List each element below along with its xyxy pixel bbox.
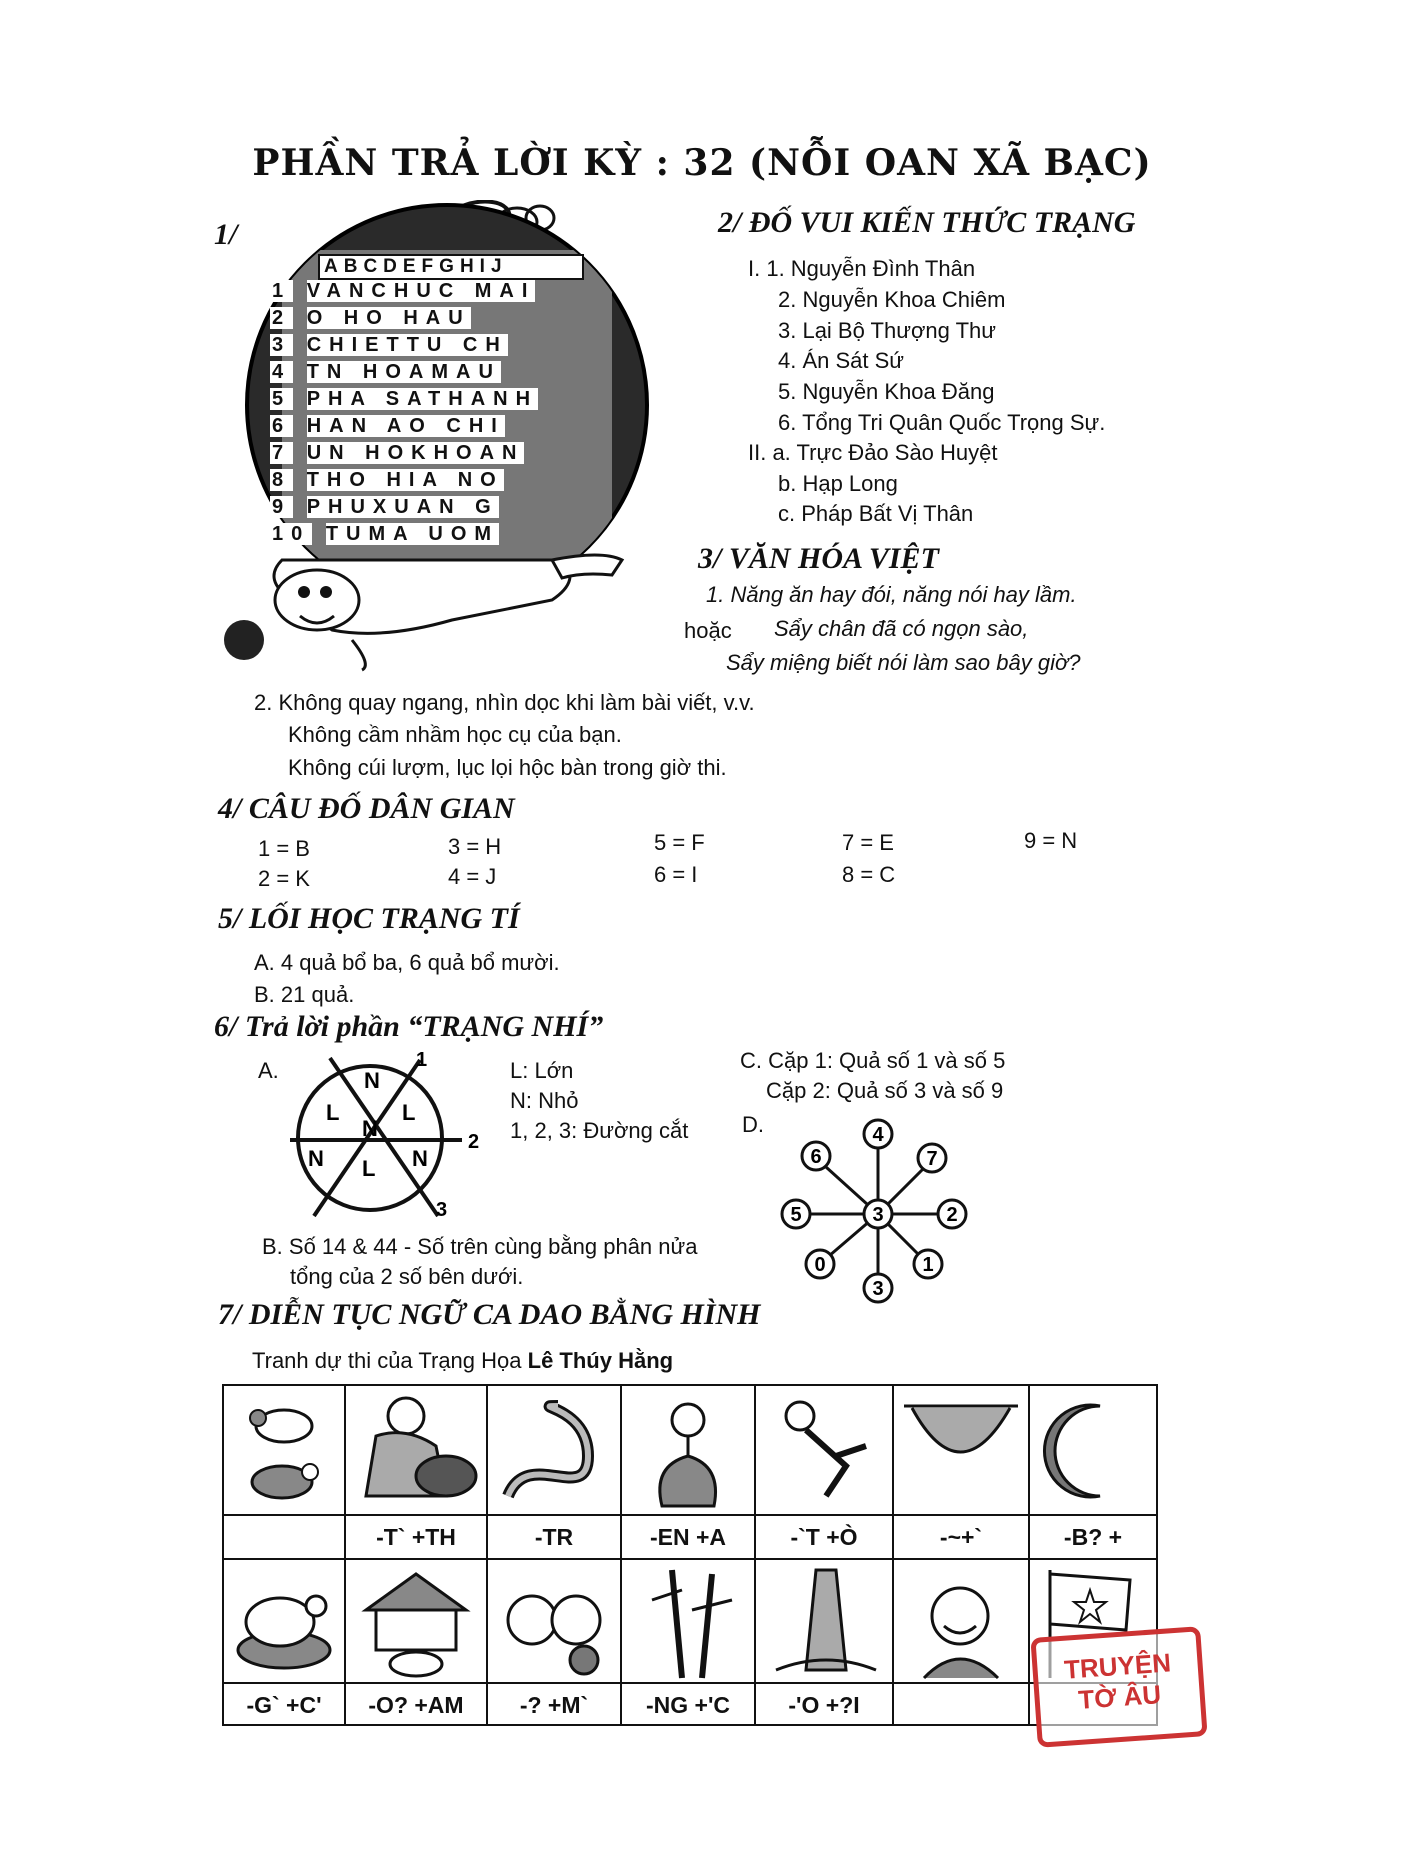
legend-large: L: Lớn <box>510 1058 574 1083</box>
s2-line: 2. Nguyễn Khoa Chiêm <box>778 287 1006 312</box>
s4-answer: 3 = H <box>448 834 502 859</box>
s2-line: 5. Nguyễn Khoa Đăng <box>778 379 995 404</box>
section-4-heading: 4/ CÂU ĐỐ DÂN GIAN <box>218 792 515 825</box>
section-1-label: 1/ <box>214 218 238 251</box>
crossword-row: 4 TN HOAMAU <box>272 361 501 383</box>
crossword-row: 10 TUMA UOM <box>272 523 500 545</box>
answer-label: -? +M` <box>486 1682 622 1726</box>
bamboo-picture <box>620 1558 756 1684</box>
circle-l-right: L <box>402 1100 416 1125</box>
cut-label-2: 2 <box>468 1131 480 1153</box>
s2-line: b. Hạp Long <box>778 471 898 496</box>
s7-credit: Tranh dự thi của Trạng Họa Lê Thúy Hằng <box>252 1348 674 1373</box>
star-right: 2 <box>946 1204 958 1226</box>
page-title: PHẦN TRẢ LỜI KỲ : 32 (NỖI OAN XÃ BẠC) <box>252 142 1152 184</box>
answer-label: -T` +TH <box>344 1514 488 1560</box>
s5-answer-b: B. 21 quả. <box>254 982 355 1007</box>
s4-answer: 7 = E <box>842 830 894 855</box>
legend-small: N: Nhỏ <box>510 1088 579 1113</box>
s4-answer: 8 = C <box>842 862 896 887</box>
s6-d-label: D. <box>742 1112 764 1137</box>
crossword-row: 1 VANCHUC MAI <box>272 280 536 302</box>
crossword-row: 6 HAN AO CHI <box>272 415 505 437</box>
answer-label <box>222 1514 346 1560</box>
s3-rule-2: Không cầm nhầm học cụ của bạn. <box>288 722 622 747</box>
star-top-left: 6 <box>810 1146 822 1168</box>
s4-answer: 6 = I <box>654 862 698 887</box>
s2-line: 4. Án Sát Sứ <box>778 348 905 373</box>
section-2-heading: 2/ ĐỐ VUI KIẾN THỨC TRẠNG <box>718 206 1136 239</box>
section-7-heading: 7/ DIỄN TỤC NGỮ CA DAO BẰNG HÌNH <box>218 1298 761 1331</box>
answer-label: -~+` <box>892 1514 1030 1560</box>
answer-label: -TR <box>486 1514 622 1560</box>
picture-puzzle-grid <box>222 1384 1402 1724</box>
star-center: 3 <box>872 1204 884 1226</box>
crossword-row: 9 PHUXUAN G <box>272 496 499 518</box>
flower-vase-picture <box>620 1384 756 1516</box>
s3-hoac: hoặc <box>684 618 732 643</box>
watermark-stamp: TRUYỆN TỜ ÂU <box>1030 1626 1207 1748</box>
hammock-picture <box>892 1384 1030 1516</box>
s2-line: 6. Tổng Tri Quân Quốc Trọng Sự. <box>778 410 1106 435</box>
section-5-heading: 5/ LỐI HỌC TRẠNG TÍ <box>218 902 520 935</box>
section-3-heading: 3/ VĂN HÓA VIỆT <box>698 542 939 575</box>
cut-label-3: 3 <box>436 1199 448 1218</box>
s6-answer-b-2: tổng của 2 số bên dưới. <box>290 1264 524 1289</box>
crossword-row: 7 UN HOKHOAN <box>272 442 525 464</box>
fruits-picture <box>486 1558 622 1684</box>
legend-cuts: 1, 2, 3: Đường cắt <box>510 1118 689 1143</box>
laughing-man-picture <box>892 1558 1030 1684</box>
answer-label: -'O +?I <box>754 1682 894 1726</box>
circle-l-bottom: L <box>362 1156 376 1181</box>
tree-trunk-picture <box>754 1558 894 1684</box>
s2-line: 3. Lại Bộ Thượng Thư <box>778 318 996 343</box>
crossword-grid <box>318 254 584 280</box>
crossword-row: 5 PHA SATHANH <box>272 388 539 410</box>
star-left: 5 <box>790 1204 802 1226</box>
s4-answer: 4 = J <box>448 864 497 889</box>
crossword-row: 2 O HO HAU <box>272 307 471 329</box>
crossword-row: 3 CHIETTU CH <box>272 334 508 356</box>
circle-l-left: L <box>326 1100 340 1125</box>
s3-rule-1: 2. Không quay ngang, nhìn dọc khi làm bài viết, v.v. <box>254 690 755 715</box>
section-6-heading: 6/ Trả lời phần “TRẠNG NHÍ” <box>214 1010 604 1043</box>
circle-n-top: N <box>364 1068 380 1093</box>
s3-rule-3: Không cúi lượm, lục lọi hộc bàn trong giờ thi. <box>288 755 727 780</box>
s4-answer: 1 = B <box>258 836 310 861</box>
star-top: 4 <box>872 1124 884 1146</box>
circle-n-left: N <box>308 1146 324 1171</box>
s6-answer-c-2: Cặp 2: Quả số 3 và số 9 <box>766 1078 1004 1103</box>
s2-line: I. 1. Nguyễn Đình Thân <box>748 256 976 281</box>
circle-n-right: N <box>412 1146 428 1171</box>
star-number-diagram <box>774 1110 984 1310</box>
woman-basket-picture <box>344 1384 488 1516</box>
star-top-right: 7 <box>926 1148 938 1170</box>
s6-answer-c-1: C. Cặp 1: Quả số 1 và số 5 <box>740 1048 1006 1073</box>
crossword-header: ABCDEFGHIJ <box>318 254 584 280</box>
star-bottom: 3 <box>872 1278 884 1300</box>
s4-answer: 2 = K <box>258 866 310 891</box>
s2-line: c. Pháp Bất Vị Thân <box>778 501 974 526</box>
hen-nest-picture <box>222 1558 346 1684</box>
star-bottom-left: 0 <box>814 1254 826 1276</box>
cut-label-1: 1 <box>416 1049 428 1071</box>
moon-picture <box>1028 1384 1158 1516</box>
answer-label: -NG +'C <box>620 1682 756 1726</box>
answer-label <box>892 1682 1030 1726</box>
crossword-rows <box>270 280 630 550</box>
answer-label: -G` +C' <box>222 1682 346 1726</box>
cut-circle-diagram <box>290 1048 490 1218</box>
s3-proverb-2: Sẩy chân đã có ngọn sào, <box>774 616 1029 641</box>
star-bottom-right: 1 <box>922 1254 934 1276</box>
crossword-row: 8 THO HIA NO <box>272 469 504 491</box>
circle-n-center: N <box>362 1116 378 1141</box>
rabbit-hut-picture <box>344 1558 488 1684</box>
answer-label: -B? + <box>1028 1514 1158 1560</box>
s4-answer: 9 = N <box>1024 828 1078 853</box>
s6-answer-b-1: B. Số 14 & 44 - Số trên cùng bằng phân nửa <box>262 1234 698 1259</box>
answer-label: -O? +AM <box>344 1682 488 1726</box>
s2-line: II. a. Trực Đảo Sào Huyệt <box>748 440 998 465</box>
boy-diving-picture <box>754 1384 894 1516</box>
s4-answer: 5 = F <box>654 830 705 855</box>
s5-answer-a: A. 4 quả bổ ba, 6 quả bổ mười. <box>254 950 560 975</box>
s6-a-label: A. <box>258 1058 279 1083</box>
answer-label: -`T +Ò <box>754 1514 894 1560</box>
pigeons-picture <box>222 1384 346 1516</box>
s3-proverb-3: Sẩy miệng biết nói làm sao bây giờ? <box>726 650 1081 675</box>
answer-label: -EN +A <box>620 1514 756 1560</box>
s3-proverb-1: 1. Năng ăn hay đói, năng nói hay lầm. <box>706 582 1077 607</box>
snake-picture <box>486 1384 622 1516</box>
